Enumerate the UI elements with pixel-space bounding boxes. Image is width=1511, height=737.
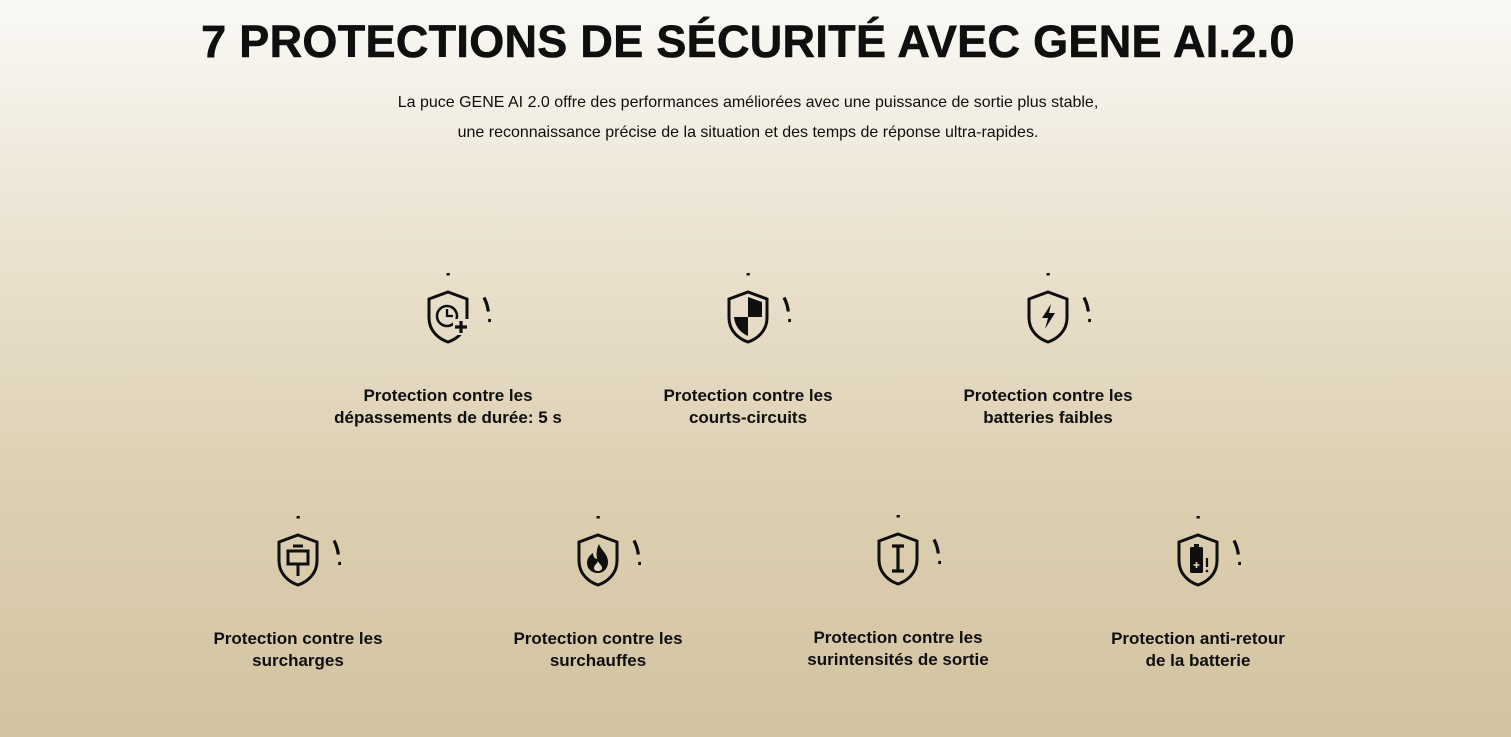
protection-label: Protection contre les batteries faibles xyxy=(963,386,1133,427)
protection-item-short-circuit xyxy=(598,273,898,429)
protection-item-low-battery xyxy=(898,273,1198,429)
protection-item-reverse-battery xyxy=(1048,516,1348,672)
shield-timer-icon xyxy=(405,273,491,359)
protection-label: Protection contre les surintensités de sortie xyxy=(807,628,989,669)
shield-flame-icon xyxy=(555,516,641,602)
shield-battery-icon xyxy=(1155,516,1241,602)
page-title: 7 PROTECTIONS DE SÉCURITÉ AVEC GENE AI.2.0 xyxy=(201,16,1295,67)
protection-label: Protection contre les courts-circuits xyxy=(663,386,833,427)
shield-current-icon xyxy=(855,515,941,601)
shield-lightning-icon xyxy=(1005,273,1091,359)
page-subtitle xyxy=(0,88,1496,148)
protection-label: Protection contre les dépassements de durée: 5 s xyxy=(334,386,562,427)
subtitle-line: une reconnaissance précise de la situation et des temps de réponse ultra-rapides. xyxy=(457,124,1039,141)
protection-label: Protection contre les surchauffes xyxy=(513,629,683,670)
protection-item-overcharge xyxy=(148,516,448,672)
protection-item-overcurrent xyxy=(748,515,1048,671)
protection-item-timeout xyxy=(298,273,598,429)
shield-checker-icon xyxy=(705,273,791,359)
shield-plug-icon xyxy=(255,516,341,602)
subtitle-line: La puce GENE AI 2.0 offre des performances améliorées avec une puissance de sortie plus stable, xyxy=(397,94,1099,111)
protection-label: Protection contre les surcharges xyxy=(213,629,383,670)
protection-item-overheat xyxy=(448,516,748,672)
protection-label: Protection anti-retour de la batterie xyxy=(1111,629,1285,670)
